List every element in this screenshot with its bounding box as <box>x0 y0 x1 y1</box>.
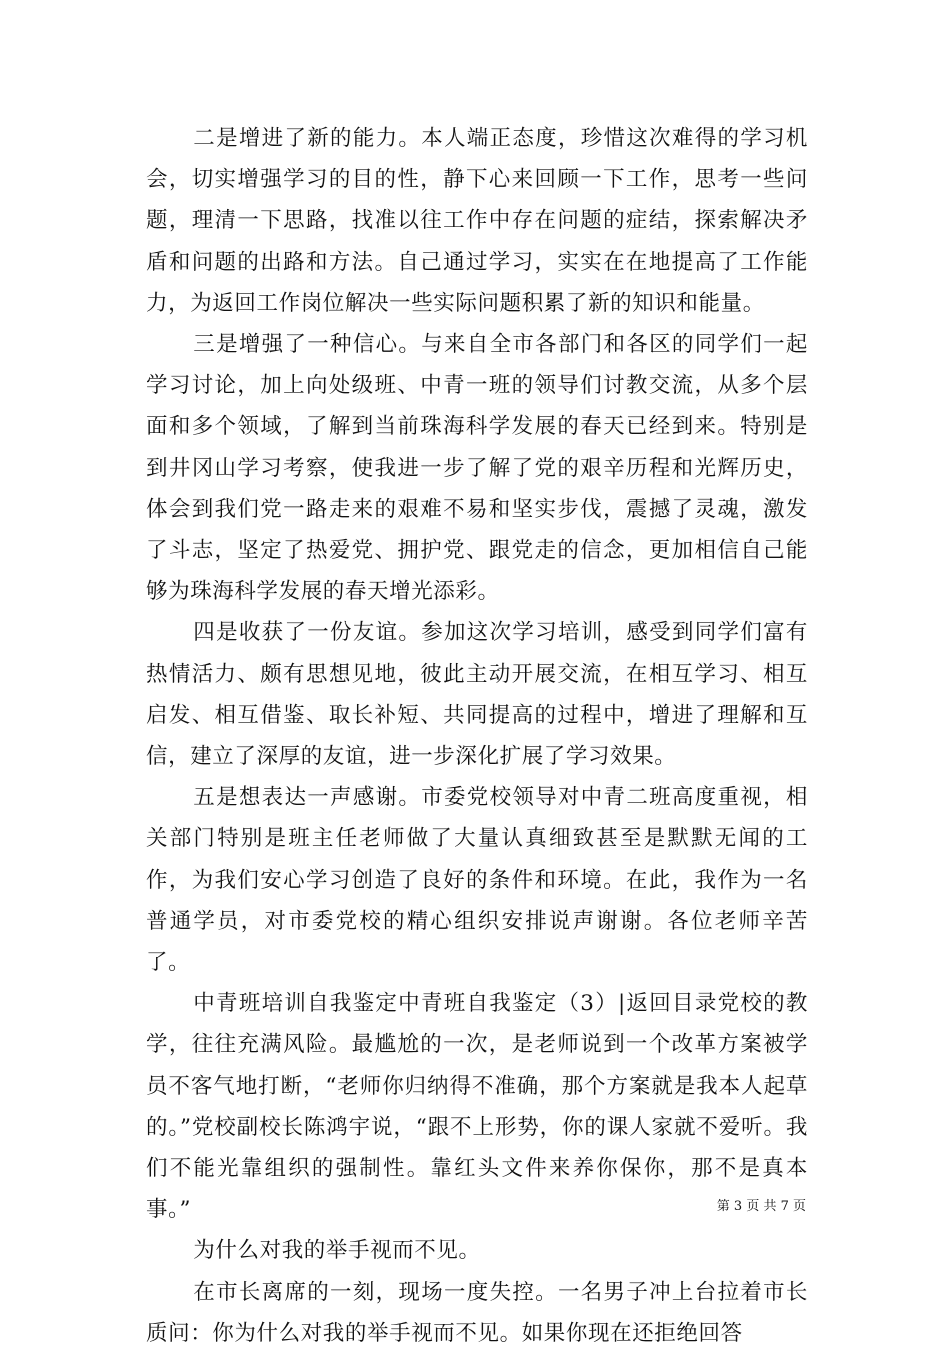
paragraph-friendship: 四是收获了一份友谊。参加这次学习培训，感受到同学们富有热情活力、颇有思想见地，彼此主动开展交流，在相互学习、相互启发、相互借鉴、取长补短、共同提高的过程中，增进了理解和互信，建立了深厚的友谊，进一步深化扩展了学习效果。 <box>146 620 808 770</box>
paragraph-thanks: 五是想表达一声感谢。市委党校领导对中青二班高度重视，相关部门特别是班主任老师做了大量认真细致甚至是默默无闻的工作，为我们安心学习创造了良好的条件和环境。在此，我作为一名普通学员，对市委党校的精心组织安排说声谢谢。各位老师辛苦了。 <box>146 785 808 976</box>
paragraph-mayor-scene: 在市长离席的一刻，现场一度失控。一名男子冲上台拉着市长质问：你为什么对我的举手视而不见。如果你现在还拒绝回答 <box>146 1279 808 1346</box>
paragraph-confidence: 三是增强了一种信心。与来自全市各部门和各区的同学们一起学习讨论，加上向处级班、中青一班的领导们讨教交流，从多个层面和多个领域，了解到当前珠海科学发展的春天已经到来。特别是到井冈山学习考察，使我进一步了解了党的艰辛历程和光辉历史，体会到我们党一路走来的艰难不易和坚实步伐，震撼了灵魂，激发了斗志，坚定了热爱党、拥护党、跟党走的信念，更加相信自己能够为珠海科学发展的春天增光添彩。 <box>146 332 808 605</box>
paragraph-question-heading: 为什么对我的举手视而不见。 <box>193 1238 481 1264</box>
page-number-footer: 第 3 页 共 7 页 <box>716 1199 806 1214</box>
paragraph-new-ability: 二是增进了新的能力。本人端正态度，珍惜这次难得的学习机会，切实增强学习的目的性，静下心来回顾一下工作，思考一些问题，理清一下思路，找准以往工作中存在问题的症结，探索解决矛盾和问题的出路和方法。自己通过学习，实实在在地提高了工作能力，为返回工作岗位解决一些实际问题积累了新的知识和能量。 <box>146 126 808 316</box>
paragraph-party-school-teaching: 中青班培训自我鉴定中青班自我鉴定（3）|返回目录党校的教学，往往充满风险。最尴尬的一次，是老师说到一个改革方案被学员不客气地打断，“老师你归纳得不准确，那个方案就是我本人起草的。”党校副校长陈鸿宇说，“跟不上形势，你的课人家就不爱听。我们不能光靠组织的强制性。靠红头文件来养你保你，那不是真本事。” <box>146 991 808 1223</box>
document-body <box>146 118 808 1354</box>
